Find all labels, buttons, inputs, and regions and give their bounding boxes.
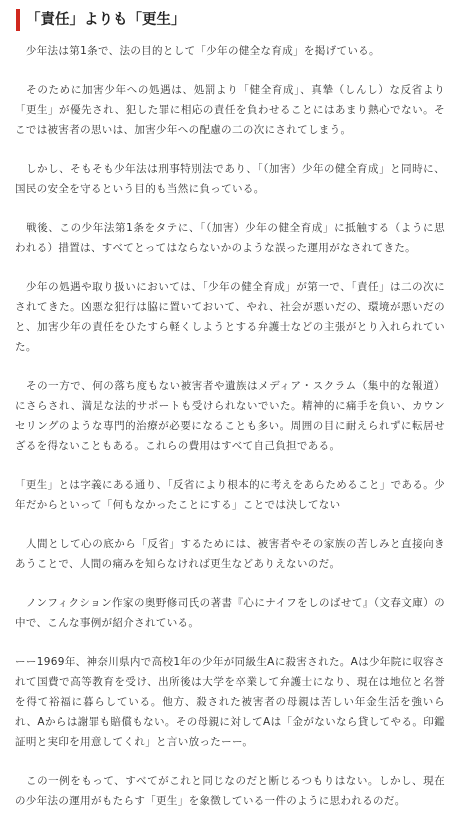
paragraph: その一方で、何の落ち度もない被害者や遺族はメディア・スクラム（集中的な報道）にさらされ、満足な法的サポートも受けられないでいた。精神的に痛手を負い、カウンセリングのような専門的治療が必要になることも多い。周囲の目に耐えられずに転居せざるを得ないこともある。これらの費用はすべて自己負担である。 [15,380,445,452]
paragraph: 人間として心の底から「反省」するためには、被害者やその家族の苦しみと直接向きあうことで、人間の痛みを知らなければ更生などありえないのだ。 [15,538,445,570]
paragraph: 戦後、この少年法第1条をタテに、「（加害）少年の健全育成」に抵触する（ように思われる）措置は、すべてとってはならないかのような誤った運用がなされてきた。 [15,222,445,254]
paragraph: ノンフィクション作家の奥野修司氏の著書『心にナイフをしのばせて』（文春文庫）の中で、こんな事例が紹介されている。 [15,597,445,629]
paragraph: ーー1969年、神奈川県内で高校1年の少年が同級生Aに殺害された。Aは少年院に収容されて国費で高等教育を受け、出所後は大学を卒業して弁護士になり、現在は地位と名誉を得て裕福に暮らしている。他方、殺された被害者の母親は苦しい年金生活を強いられ、Aからは謝罪も賠償もない。その母親に対してAは「金がないなら貸してやる。印鑑証明と実印を用意してくれ」と言い放ったーー。 [15,656,445,748]
paragraph: 「更生」とは字義にある通り、「反省により根本的に考えをあらためること」である。少年だからといって「何もなかったことにする」ことでは決してない [15,479,445,511]
article-body [15,41,445,830]
paragraph: 少年の処遇や取り扱いにおいては、「少年の健全育成」が第一で、「責任」は二の次にされてきた。凶悪な犯行は脇に置いておいて、やれ、社会が悪いだの、環境が悪いだのと、加害少年の責任をひたすら軽くしようとする弁護士などの主張がとり入れられていた。 [15,281,445,353]
paragraph: そのために加害少年への処遇は、処罰より「健全育成」、真摯（しんし）な反省より「更生」が優先され、犯した罪に相応の責任を負わせることにはあまり熱心でない。そこでは被害者の思いは、加害少年への配慮の二の次にされてしまう。 [15,84,445,136]
paragraph: しかし、そもそも少年法は刑事特別法であり、「（加害）少年の健全育成」と同時に、国民の安全を守るという目的も当然に負っている。 [15,163,445,195]
paragraph: この一例をもって、すべてがこれと同じなのだと断じるつもりはない。しかし、現在の少年法の運用がもたらす「更生」を象徴している一件のように思われるのだ。 [15,775,445,807]
section-heading: 「責任」よりも「更生」 [16,9,186,31]
paragraph: 少年法は第1条で、法の目的として「少年の健全な育成」を掲げている。 [15,45,380,57]
